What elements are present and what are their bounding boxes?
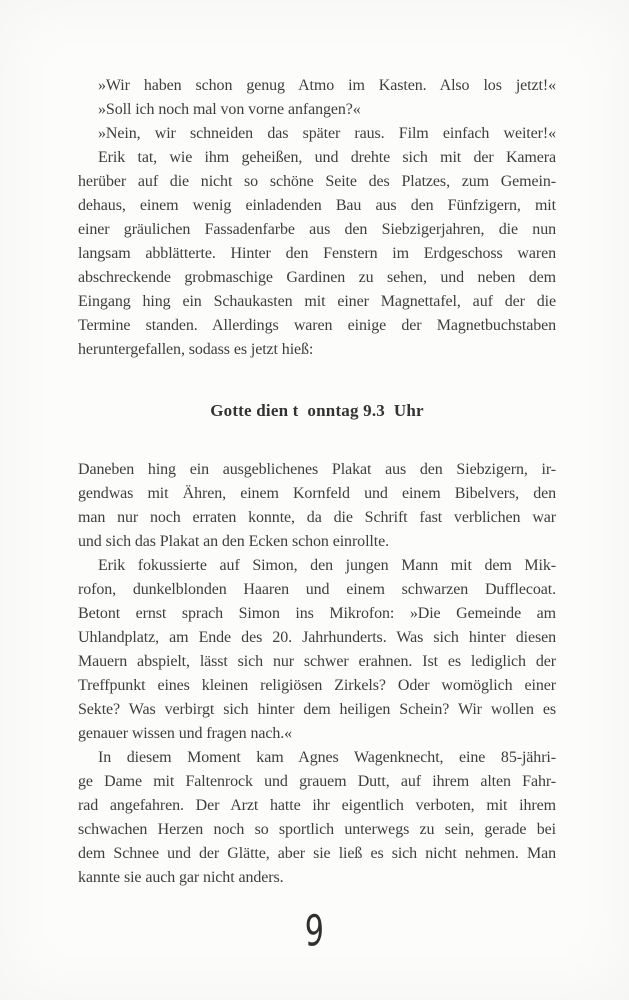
text-line: Uhlandplatz, am Ende des 20. Jahrhunderts. Was sich hinter diesen	[78, 629, 556, 646]
page-number	[0, 906, 629, 955]
text-line: Treffpunkt eines kleinen religiösen Zirkels? Oder womöglich einer	[78, 677, 556, 694]
text-line: rofon, dunkelblonden Haaren und einem schwarzen Dufflecoat.	[78, 581, 556, 598]
text-line: heruntergefallen, sodass es jetzt hieß:	[78, 341, 314, 358]
text-line: einer gräulichen Fassadenfarbe aus den Siebzigerjahren, die nun	[78, 221, 556, 238]
magnet-board-heading: Gotte dien t onntag 9.3 Uhr	[210, 401, 424, 420]
text-line: In diesem Moment kam Agnes Wagenknecht, eine 85-jähri-	[98, 749, 556, 766]
text-line: und sich das Plakat an den Ecken schon einrollte.	[78, 533, 390, 550]
text-line: Betont ernst sprach Simon ins Mikrofon: »Die Gemeinde am	[78, 605, 556, 622]
text-block-upper	[78, 74, 556, 362]
text-line: langsam abblätterte. Hinter den Fenstern im Erdgeschoss waren	[78, 245, 556, 262]
text-line: »Nein, wir schneiden das später raus. Film einfach weiter!«	[98, 125, 556, 142]
text-line: schwachen Herzen noch so sportlich unterwegs zu sein, gerade bei	[78, 821, 556, 838]
text-block-lower	[78, 458, 556, 890]
text-line: kannte sie auch gar nicht anders.	[78, 869, 284, 886]
text-line: dehaus, einem wenig einladenden Bau aus den Fünfzigern, mit	[78, 197, 556, 214]
handwritten-page-number: 9	[304, 904, 325, 957]
text-line: »Soll ich noch mal von vorne anfangen?«	[98, 101, 361, 118]
text-line: rad angefahren. Der Arzt hatte ihr eigentlich verboten, mit ihrem	[78, 797, 556, 814]
text-line: dem Schnee und der Glätte, aber sie ließ es sich nicht nehmen. Man	[78, 845, 556, 862]
text-line: Termine standen. Allerdings waren einige der Magnetbuchstaben	[78, 317, 556, 334]
text-line: ge Dame mit Faltenrock und grauem Dutt, auf ihrem alten Fahr-	[78, 773, 556, 790]
text-line: man nur noch erraten konnte, da die Schrift fast verblichen war	[78, 509, 556, 526]
text-line: genauer wissen und fragen nach.«	[78, 725, 293, 742]
text-line: Mauern abspielt, lässt sich nur schwer erahnen. Ist es lediglich der	[78, 653, 556, 670]
text-line: Erik fokussierte auf Simon, den jungen Mann mit dem Mik-	[98, 557, 556, 574]
text-line: gendwas mit Ähren, einem Kornfeld und einem Bibelvers, den	[78, 485, 556, 502]
text-line: Sekte? Was verbirgt sich hinter dem heiligen Schein? Wir wollen es	[78, 701, 556, 718]
text-line: herüber auf die nicht so schöne Seite des Platzes, zum Gemein-	[78, 173, 556, 190]
text-line: »Wir haben schon genug Atmo im Kasten. Also los jetzt!«	[98, 77, 556, 94]
text-line: Daneben hing ein ausgeblichenes Plakat aus den Siebzigern, ir-	[78, 461, 556, 478]
text-line: Eingang hing ein Schaukasten mit einer Magnettafel, auf der die	[78, 293, 556, 310]
text-line: abschreckende grobmaschige Gardinen zu sehen, und neben dem	[78, 269, 556, 286]
text-line: Erik tat, wie ihm geheißen, und drehte sich mit der Kamera	[98, 149, 556, 166]
